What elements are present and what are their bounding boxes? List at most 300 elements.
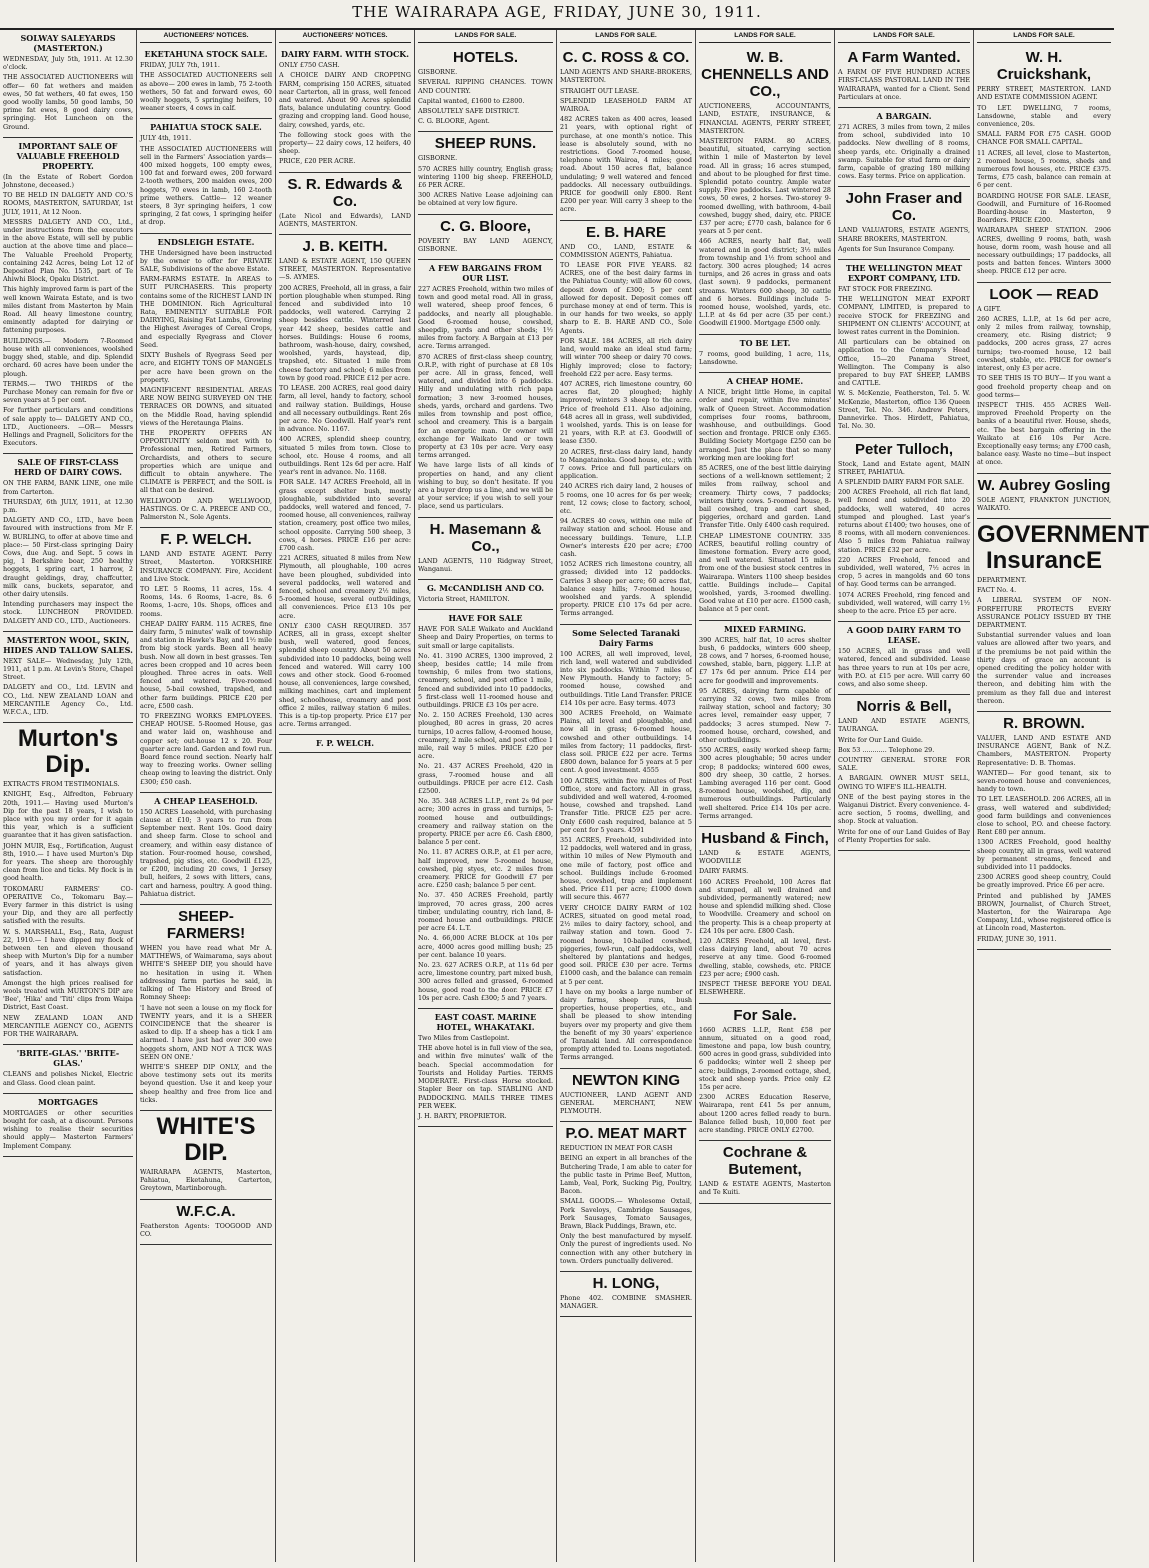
ad-heading: ENDSLEIGH ESTATE. [157, 236, 255, 247]
ad-paragraph: INSPECT THESE BEFORE YOU DEAL ELSEWHERE. [699, 980, 831, 997]
advertisement [3, 1045, 133, 1093]
ad-body [140, 808, 272, 898]
ad-heading: 'BRITE-GLAS.' 'BRITE-GLAS.' [16, 1048, 120, 1069]
column-header: AUCTIONEERS' NOTICES. [279, 30, 411, 43]
ad-heading: W. B. CHENNELLS AND CO., [701, 49, 829, 101]
ad-paragraph: AND CO., LAND, ESTATE & COMMISSION AGENTS, Pahiatua. [560, 242, 692, 259]
ad-paragraph: No. 2. 150 ACRES Freehold, 130 acres ploughed, 80 acres in grass, 20 acres turnips, 10 acres fallow, 4-roomed house, creamery, 2 mile school, and post office 1 mile, rail way 5 miles. PRICE £20 per acre. [418, 711, 553, 761]
ad-paragraph: Printed and published by JAMES BROWN, Journalist, of Church Street, Masterton, for the Wairarapa Age Company, Ltd., whose registered office is at Lincoln road, Masterton. [977, 891, 1111, 933]
ad-paragraph: 227 ACRES Freehold, within two miles of town and good metal road. All in grass, well watered, sheep proof fences, 6 paddocks, and nearly all ploughable. Good 6-roomed house, cowshed, sheepdip, yards and other sheds; 1½ miles from factory. A Bargain at £13 per acre. Terms arranged. [418, 285, 553, 351]
advertisement [838, 46, 970, 108]
ad-paragraph: Capital wanted, £1600 to £2800. [418, 96, 525, 105]
ad-heading: GOVERNMENT InsurancE [977, 520, 1149, 574]
ad-paragraph: TO LET. LEASEHOLD. 206 ACRES, all in grass, well watered and subdivided; good farm buildings and conveniences close to school, P.O. and cheese factory. Rent £80 per annum. [977, 795, 1111, 837]
ad-paragraph: 300 ACRES Freehold, on Waimate Plains, all level and ploughable, and now all in grass; 6-roomed house, cowshed and other outbuildings. 14 miles from factory; 11 paddocks, first-class soil. PRICE £22 per acre. Terms £800 down, balance for 5 years at 5 per cent. A good investment. 4555 [560, 709, 692, 775]
ad-paragraph: 2300 ACRES good sheep country, Could be greatly improved. Price £6 per acre. [977, 873, 1111, 890]
ad-paragraph: AUCTIONEER, LAND AGENT AND GENERAL MERCHANT, NEW PLYMOUTH. [560, 1090, 692, 1115]
ad-paragraph: INSPECT THIS. 455 ACRES Well-improved Freehold Property on the banks of a beautiful river. House, sheds, etc. The best bargain offering in the Waikato at £16 10s Per Acre. Exceptionally easy terms; any £700 cash, balance easy. Waste no time—but inspect at once. [977, 400, 1111, 467]
ad-heading: SHEEP RUNS. [434, 135, 537, 153]
ad-paragraph: 150 ACRES, all in grass and well watered, fenced and subdivided. Lease has three years to run at 10s per acre, with P.O. at £15 per acre. Will carry 60 cows, and also some sheep. [838, 647, 970, 688]
ad-paragraph: The following stock goes with the property— 22 dairy cows, 12 heifers, 40 sheep. [279, 130, 411, 156]
ad-paragraph: BEING an expert in all branches of the Butchering Trade, I am able to cater for the public taste in Prime Beef, Mutton, Lamb, Veal, Pork, Sucking Pig, Poultry, Bacon. [560, 1154, 692, 1196]
ad-body [3, 55, 133, 131]
column-7 [835, 30, 974, 1562]
advertisement [279, 46, 411, 172]
ad-paragraph: C. G. BLOORE, Agent. [418, 117, 490, 126]
ad-heading: C. G. Bloore, [440, 217, 531, 235]
ad-heading: HAVE FOR SALE [448, 613, 523, 624]
ad-body [699, 102, 831, 327]
ad-paragraph: POVERTY BAY LAND AGENCY, GISBORNE. [418, 236, 553, 253]
ad-paragraph: TO SEE THIS IS TO BUY— If you want a good freehold property cheap and on good terms— [977, 374, 1111, 399]
ad-paragraph: 240 ACRES rich dairy land, 2 houses of 5 rooms, one 10 acres for 6s per week; rent, 12 cows; close to factory, school, etc. [560, 482, 692, 515]
ad-heading: W. H. Cruickshank, [996, 49, 1092, 84]
ad-paragraph: 260 ACRES, L.I.P., at 1s 6d per acre, only 2 miles from railway, township, creamery, etc. Rising district; 9 paddocks, 200 acres grass, 27 acres turnips; two-roomed house, 12 bail cowshed, stable, etc. PRICE for owner's interest, only £3 per acre. [977, 314, 1111, 373]
ad-paragraph: ABSOLUTELY SAFE DISTRICT. [418, 107, 520, 116]
ad-paragraph: MESSRS DALGETY AND CO., Ltd., under instructions from the executors in the above Estate, will sell by public auction at the above time and place— The Valuable Freehold Property, containing 242 Acres, being Lot 12 of Deposited Plan No. 1535, part of Te Ahiwhi Block, Opaku District. [3, 217, 133, 284]
advertisement [418, 518, 553, 580]
ad-paragraph: 407 ACRES, rich limestone country, 60 acres flat, 20 ploughed; highly improved; winters 3 sheep to the acre. Price of freehold £11. Also adjoining, 648 acres all in grass, well subdivided, 1 woolshed, yards. This is on lease for 21 years, with R.P. at £3. Goodwill of lease £350. [560, 379, 692, 446]
ad-paragraph: FRIDAY, JULY 7th, 1911. [140, 61, 220, 70]
ad-heading: J. B. KEITH. [302, 238, 388, 256]
column-4 [415, 30, 557, 1562]
ad-body [560, 68, 692, 213]
ad-paragraph: JOHN MUIR, Esq., Fortification, August 8th, 1910.— I have used Murton's Dip for years. The sheep are thoroughly clean from lice and ticks. My flock is in good health. [3, 841, 133, 883]
ad-body [3, 173, 133, 448]
advertisement [140, 905, 272, 1111]
ad-body [838, 68, 970, 101]
ad-paragraph: 95 ACRES, dairying farm capable of carrying 32 cows, two miles from railway station, school and factory; 30 acres level, remainder easy upper, 7 paddocks; 3 acres stumped. New 7-roomed house, orchard, cowshed, and other outbuildings. [699, 686, 831, 745]
ad-paragraph: 390 ACRES, half flat, 10 acres shelter bush, 6 paddocks, winters 600 sheep, 28 cows, and 7 horses, 6-roomed house, cowshed, stable, barn, piggery. L.I.P. at £7 17s 6d per annum. Price £14 per acre for goodwill and improvements. [699, 635, 831, 685]
ad-paragraph: 482 ACRES taken as 400 acres, leased 21 years, with optional right of purchase, at one month's notice. This lease is absolutely sound, with no restrictions. Good 7-roomed house, telephone with Wairoa, 4 miles; good road. About 150 acres flat, balance undulating; 9 well watered and fenced paddocks. All necessary outbuildings. PRICE for goodwill only £800. Rent £200 per year. Will carry 3 sheep to the acre. [560, 115, 692, 214]
advertisement [560, 1272, 692, 1317]
ad-paragraph: 200 ACRES Freehold, all rich flat land, well fenced and subdivided into 20 paddocks, well watered, 40 acres stumped and ploughed. Last year's returns about £1400; two houses, one of 8 rooms, with all modern conveniences. Also 5 miles from Pahiatua railway station. PRICE £32 per acre. [838, 488, 970, 554]
advertisement [560, 221, 692, 625]
ad-body [560, 1091, 692, 1116]
ad-body [560, 650, 692, 1062]
ad-heading: HOTELS. [452, 49, 518, 67]
ad-heading: Murton's Dip. [17, 725, 119, 779]
ad-paragraph: SEVERAL RIPPING CHANCES. TOWN AND COUNTRY. [418, 78, 553, 95]
ad-paragraph: 351 ACRES, Freehold, subdivided into 12 paddocks, well watered and in grass, within 10 miles of New Plymouth and one mile of factory, post office and school. Buildings include 6-roomed house, cowshed, trap and implement shed. Price £11 per acre; £1000 down will secure this. 4677 [560, 836, 692, 902]
ad-paragraph: AUCTIONEERS, ACCOUNTANTS, LAND, ESTATE, INSURANCE, & FINANCIAL AGENTS, PERRY STREET, MASTERTON. [699, 102, 831, 135]
ad-paragraph: DALGETY and CO., Ltd. LEVIN and CO., Ltd. NEW ZEALAND LOAN and MERCANTILE Agency Co., Ltd. W.F.C.A., LTD. [3, 683, 133, 716]
advertisement [699, 1004, 831, 1142]
advertisement [140, 46, 272, 119]
advertisement [418, 610, 553, 1009]
ad-paragraph: BUILDINGS.— Modern 7-Roomed house with all conveniences, woolshed buggy shed, stable, and dip. Splendid orchard. 60 acres have been under the plough. [3, 336, 133, 378]
ad-heading: Peter Tulloch, [854, 440, 954, 458]
advertisement [560, 46, 692, 220]
advertisement [279, 173, 411, 235]
ad-body [699, 388, 831, 613]
ad-heading: A BARGAIN. [876, 111, 932, 122]
ad-paragraph: 1052 ACRES rich limestone country, all grassed; divided into 12 paddocks. Carries 3 sheep per acre; 60 acres flat, balance easy hills; 7-roomed house, woolshed and yards. A splendid property. PRICE £10 17s 6d per acre. Terms arranged. [560, 560, 692, 618]
ad-paragraph: PRICE, £20 PER ACRE. [279, 157, 356, 166]
ad-paragraph: TERMS.— TWO THIRDS of the Purchase Money can remain for five or seven years at 5 per cent. [3, 379, 133, 405]
ad-paragraph: 400 ACRES, splendid sheep country, situated 5 miles from town. Close to school, etc. House 4 rooms, and all outbuildings. Rent 12s 6d per acre. Half year's rent in advance. No. 1168. [279, 435, 411, 477]
column-6 [696, 30, 835, 1562]
ad-paragraph: Substantial surrender values and loan values are allowed after two years, and if the premiums be not paid within the thirty days of grace an account is opened crediting the policy holder with the surrender value and increases thereon, and debiting him with the premium as they fall due and interest thereon. [977, 631, 1111, 705]
ad-heading: A FEW BARGAINS FROM OUR LIST. [429, 263, 542, 284]
ad-body [560, 243, 692, 618]
ad-heading: A CHEAP LEASEHOLD. [154, 795, 258, 806]
advertisement [140, 1111, 272, 1200]
ad-paragraph: For further particulars and conditions of sale apply to— DALGETY AND CO., LTD., Auctioneers. —OR— Messrs Hellings and Pragnell, Solicitors for the Executors. [3, 406, 133, 448]
ad-paragraph: GISBORNE. [418, 154, 458, 163]
ad-paragraph: (In the Estate of Robert Gordon Johnstone, deceased.) [3, 172, 133, 190]
advertisement [279, 235, 411, 735]
ad-body [418, 1034, 553, 1120]
advertisement [418, 1009, 553, 1127]
advertisement [140, 793, 272, 905]
ad-paragraph: WEDNESDAY, July 5th, 1911. At 12.30 o'clock. [3, 55, 133, 72]
ad-paragraph: SPLENDID LEASEHOLD FARM AT WAIROA. [560, 96, 692, 114]
ad-body [699, 1180, 831, 1196]
ad-heading: H. Masemann & Co., [429, 520, 542, 555]
ad-paragraph: We have large lists of all kinds of properties on hand, and any client wishing to buy, so don't hesitate. If you are a buyer drop us a line, and we will be at your service; if you wish to sell your place, send us particulars. [418, 461, 553, 511]
ad-paragraph: LAND AND ESTATE AGENT. Perry Street, Masterton. YORKSHIRE INSURANCE COMPANY. Fire, Accident and Live Stock. [140, 550, 272, 583]
ad-body [699, 636, 831, 820]
ad-paragraph: THURSDAY, 6th JULY, 1911, at 12.30 p.m. [3, 497, 133, 514]
ad-paragraph: 221 ACRES, situated 8 miles from New Plymouth, all ploughable, 100 acres have been ploughed, subdivided into several paddocks, well watered and fenced, school and creamery 2½ miles, 5-roomed house, several outbuildings, all conveniences. Price £13 10s per acre. [279, 554, 411, 620]
ad-paragraph: MASTERTON FARM. 80 ACRES, beautiful, situated, carrying section within 1 mile of Masterton by level road. All in grass; 16 acres stumped, and about to be ploughed for first time. Splendid potato country. Ample water supply. Five paddocks. Last wintered 28 cows, 50 ewes, 2 horses. Two-storey 9-roomed dwelling, with bathroom, 4-bail cowshed, buggy shed, dairy, etc. PRICE £37 per acre; £770 cash, balance for 6 years at 5 per cent. [699, 137, 831, 236]
ad-body [977, 734, 1111, 943]
advertisement [977, 46, 1111, 282]
ad-paragraph: DALGETY AND CO., LTD., have been favoured with instructions from Mr F. W. BURLING, to offer at above time and place:— 50 First-class springing Dairy Cows, due Aug. and Sept. 5 cows in pig, 1 Berkshire boar, 250 healthy hoggets, 1 spring cart, 1 harrow, 2 draught geldings, dray, chaffcutter, milk cans, buckets, separator, and other dairy utensils. [3, 516, 133, 598]
ad-heading: SHEEP-FARMERS! [166, 908, 246, 943]
ad-body [838, 717, 970, 844]
advertisement [699, 373, 831, 620]
ad-body [560, 1294, 692, 1310]
ad-paragraph: PERRY STREET, MASTERTON. LAND AND ESTATE COMMISSION AGENT. [977, 85, 1111, 102]
ad-paragraph: LAND & ESTATE AGENTS, Masterton and Te Kuiti. [699, 1180, 831, 1197]
ad-paragraph: A SPLENDID DAIRY FARM FOR SALE. [838, 477, 965, 486]
ad-paragraph: LAND AGENTS AND SHARE-BROKERS, MASTERTON. [560, 68, 692, 85]
advertisement [140, 528, 272, 793]
ad-paragraph: No. 11. 87 ACRES O.R.P., at £1 per acre, half improved, new 5-roomed house, cowshed, pig styes, etc. 2 miles from creamery. PRICE for Goodwill £7 per acre. £250 cash; balance 5 per cent. [418, 848, 553, 890]
ad-heading: F. P. WELCH. [315, 738, 375, 749]
ad-heading: MASTERTON WOOL, SKIN, HIDES AND TALLOW SALES. [3, 634, 133, 655]
ad-heading: S. R. Edwards & Co. [287, 175, 403, 210]
advertisement [560, 1069, 692, 1123]
ad-paragraph: A CHOICE DAIRY AND CROPPING FARM, comprising 150 ACRES, situated near Carterton, all in grass, well fenced and watered. About 90 Acres splendid flats, balance undulating country. Good grazing and cropping land. Good house, dairy, cowshed, yards, etc. [279, 71, 411, 129]
advertisement [560, 625, 692, 1069]
ad-body [418, 154, 553, 207]
ad-paragraph: Write for one of our Land Guides of Bay of Plenty Properties for sale. [838, 827, 970, 844]
ad-heading: Cochrane & Butement, [722, 1144, 808, 1179]
ad-paragraph: 1074 ACRES Freehold, ring fenced and subdivided, well watered, will carry 1½ sheep to the acre. Price £5 per acre. [838, 590, 970, 615]
ad-paragraph: WELLWOOD AND WELLWOOD, HASTINGS. Or C. A. PREECE AND CO., Palmerston N., Sole Agents. [140, 496, 272, 521]
ad-heading: MIXED FARMING. [724, 623, 806, 634]
advertisement [418, 46, 553, 132]
ad-paragraph: Two Miles from Castlepoint. [418, 1034, 510, 1043]
ad-body [279, 257, 411, 728]
ad-body [3, 780, 133, 1038]
ad-body [3, 479, 133, 624]
ad-paragraph: Phone 402. COMBINE SMASHER. MANAGER. [560, 1294, 692, 1311]
column-1 [0, 30, 137, 1562]
ad-body [140, 134, 272, 226]
ad-paragraph: LAND VALUATORS, ESTATE AGENTS, SHARE BROKERS, MASTERTON. [838, 226, 970, 243]
ad-paragraph: (Late Nicol and Edwards), LAND AGENTS, MASTERTON. [279, 211, 411, 228]
column-8 [974, 30, 1149, 1562]
ad-paragraph: Amongst the high prices realised for wools treated with MURTON'S DIP are 'Bee', 'Hika' and 'Titi' clips from Waipa District, East Coast. [3, 978, 133, 1012]
ad-paragraph: TO BE HELD IN DALGETY AND CO.'S ROOMS, MASTERTON, SATURDAY, 1st JULY, 1911, At 12 Noon. [3, 191, 133, 216]
advertisement [699, 621, 831, 827]
ad-paragraph: GISBORNE. [418, 68, 458, 77]
ad-paragraph: THE ASSOCIATED AUCTIONEERS will offer— 60 fat wethers and maiden ewes, 50 fat wethers, 40 fat ewes, 150 good woolly lambs, 50 good lambs, 50 prime fat ewes, 8 good dairy cows, springing. Hot Luncheon on the Ground. [3, 73, 133, 131]
ad-body [140, 944, 272, 1104]
ad-paragraph: No. 41. 3190 ACRES, 1300 improved, 2 sheep, besides cattle; 14 mile from township, 6 miles from two stations, creamery, school, and post office 1 mile, fenced and subdivided into 10 paddocks, 5 first-class well 11-roomed house and outbuildings. PRICE £3 10s per acre. [418, 651, 553, 709]
ad-paragraph: A NICE, bright little Home, in capital order and repair, within five minutes' walk of Queen Street. Accommodation comprises four rooms, bathroom, washhouse, and outbuildings. Good section and frontage. PRICE only £365. Building Society Mortgage £250 can be arranged. Just the place that so many working men are looking for! [699, 388, 831, 462]
ad-paragraph: 100 ACRES, within five minutes of Post Office, store and factory. All in grass, subdivided and well watered, 4-roomed house, cowshed and trapshed. Land Transfer Title. PRICE £25 per acre. Only £600 cash required, balance at 5 per cent for 5 years. 4591 [560, 776, 692, 834]
advertisement [418, 260, 553, 517]
ad-paragraph: THE ASSOCIATED AUCTIONEERS sell as above— 200 ewes in lamb, 75 2-tooth wethers, 50 fat and forward ewes, 60 woolly hoggets, 5 springing heifers, 10 weaner steers, 4 cows in calf. [140, 71, 272, 113]
ad-paragraph: 120 ACRES Freehold, all level, first-class dairying land, about 70 acres reserve at any time. Good 6-roomed dwelling, stable, cowsheds, etc. PRICE £23 per acre; £900 cash. [699, 937, 831, 978]
ad-heading: EKETAHUNA STOCK SALE. [144, 49, 268, 60]
ad-paragraph: FARM-FARMS ESTATE. In AREAS to SUIT PURCHASERS. This property contains some of the RICHEST LAND IN THE DOMINION. Rich Agricultural Rata, EMINENTLY SUITABLE FOR DAIRYING, Raising Fat Lambs, Growing the Highest Averages of Cereal Crops, and especially Ryegrass and Clover Seed. [140, 275, 272, 349]
ad-paragraph: FACT No. 4. [977, 586, 1017, 595]
ad-paragraph: A LIBERAL SYSTEM OF NON-FORFEITURE PROTECTS EVERY ASSURANCE POLICY ISSUED BY THE DEPARTMENT. [977, 596, 1111, 629]
ad-paragraph: EXTRACTS FROM TESTIMONIALS. [3, 780, 120, 789]
ad-paragraph: 1300 ACRES Freehold, good healthy sheep country, all in grass, well watered by permanent streams, fenced and subdivided into 11 paddocks. [977, 838, 1111, 872]
ad-paragraph: This highly improved farm is part of the well known Wairata Estate, and is two miles distant from Masterton by Main Road. All heavy limestone country, eminently adapted for dairying or fattening purposes. [3, 285, 133, 335]
ad-paragraph: I have on my books a large number of dairy farms, sheep runs, bush properties, house properties, etc., and shall be pleased to show intending buyers over my property and give them the benefit of my 30 years' experience of Taranaki land. All correspondence promptly attended to. Loans negotiated. Terms arranged. [560, 987, 692, 1062]
ad-paragraph: 20 ACRES, first-class dairy land, handy to Mangatainoka. Good house, etc.; with 7 cows. Price and full particulars on application. [560, 447, 692, 481]
ad-heading: W.F.C.A. [176, 1202, 236, 1220]
ad-paragraph: NEXT SALE— Wednesday, July 12th, 1911, at 1 p.m. At Levin's Store, Chapel Street. [3, 656, 133, 682]
ad-paragraph: No. 23. 627 ACRES O.R.P., at 11s 6d per acre, limestone country, part mixed bush, 300 acres felled and grassed, 6-roomed house, good road to the door. PRICE £7 10s per acre. Cash £300; 5 and 7 years. [418, 961, 553, 1002]
ad-paragraph: 100 ACRES, all well improved, level, rich land, well watered and subdivided into six paddocks. Within 7 miles of New Plymouth. Handy to factory; 5-roomed house, cowshed and outbuildings. Title Land Transfer. PRICE £14 10s per acre. Easy terms. 4073 [560, 649, 692, 707]
ad-paragraph: TO LEASE FOR FIVE YEARS. 82 ACRES, one of the best dairy farms in the Pahiatua County; will allow 60 cows, deposit down of £300; 5 per cent allowed for deposit. Deposit comes off purchase money at end of term. This is in our hands for two weeks, so apply sharp to E. B. HARE AND CO., Sole Agents. [560, 261, 692, 335]
ad-paragraph: Only the best manufactured by myself. Only the purest of ingredients used. No connection with any other butchery in town. Orders punctually delivered. [560, 1232, 692, 1265]
ad-body [140, 249, 272, 522]
ad-body [140, 1168, 272, 1193]
ad-heading: SALE OF FIRST-CLASS HERD OF DAIRY COWS. [14, 457, 122, 478]
ad-heading: R. BROWN. [1003, 714, 1085, 732]
advertisement [838, 187, 970, 260]
ad-paragraph: JULY 4th, 1911. [140, 134, 192, 143]
ad-paragraph: 'I have not seen a louse on my flock for TWENTY years, and it is a SHEER COINCIDENCE that the shearer is asked to dip. If a sheep has a tick I am alarmed. I have just had over 300 ewe hoggets shorn, AND NOT A TICK WAS SEEN ON ONE.' [140, 1003, 272, 1061]
ad-paragraph: W. S. MARSHALL, Esq., Rata, August 22, 1910.— I have dipped my flock of between ten and eleven thousand sheep with Murton's Dip for a number of years, and it has always given satisfaction. [3, 927, 133, 977]
ad-body [699, 350, 831, 366]
ad-paragraph: ONLY £750 CASH. [279, 61, 340, 70]
advertisement [418, 132, 553, 214]
ad-paragraph: CHEAP DAIRY FARM. 115 ACRES, fine dairy farm, 5 minutes' walk of township and station in Hawke's Bay, and 1½ mile from big stock yards. Been all heavy bush. Now all down in best grasses. Ten acres been cropped and 10 acres been ploughed. Three acres in oats. Well fenced and watered. Five-roomed house, 5-bail cowshed, trapshed, and other farm buildings. PRICE £20 per acre, £500 cash. [140, 619, 272, 710]
ad-paragraph: MORTGAGES or other securities bought for cash, at a discount. Persons wishing to realise their securities should apply— Masterton Farmers' Implement Company. [3, 1108, 133, 1150]
ad-paragraph: LAND & ESTATE AGENTS, WOODVILLE [699, 849, 831, 866]
ad-paragraph: STRAIGHT OUT LEASE. [560, 86, 640, 95]
ad-paragraph: 870 ACRES of first-class sheep country, O.R.P., with right of purchase at £8 10s per acre. All in grass, fenced, well watered, and divided into 6 paddocks. Hilly and undulating with rich papa formation; 3 new 3-roomed houses, sheds, yards, orchard and gardens. Two miles from township and post office, school and creamery. This is a bargain for an energetic man. Or owner will exchange for Waikato land or town property at £3 10s per acre. Very easy terms arranged. [418, 352, 553, 460]
ad-paragraph: All particulars can be obtained on application to the Company's Head Office, 15—20 Panama Street, Wellington. The Company is also prepared to buy FAT SHEEP, LAMBS and CATTLE. [838, 338, 970, 388]
ad-paragraph: VERY CHOICE DAIRY FARM of 102 ACRES, situated on good metal road, 2½ miles to dairy factory, school, and railway station and town. Good 7-roomed house, 10-bailed cowshed, piggeries, fowl-run, calf paddocks, well sheltered by plantations and hedges, good soil. PRICE £30 per acre. Terms £1000 cash, and the balance can remain at 5 per cent. [560, 903, 692, 986]
ad-paragraph: SMALL FARM FOR £75 CASH. GOOD CHANCE FOR SMALL CAPITAL. [977, 130, 1111, 147]
ad-heading: A Farm Wanted. [847, 49, 961, 67]
ad-paragraph: LAND AGENTS, 110 Ridgway Street, Wanganui. [418, 556, 553, 573]
ad-paragraph: 1660 ACRES L.I.P., Rent £58 per annum, situated on a good road, limestone and papa, low bush country, 600 acres in good grass, subdivided into 6 paddocks; winter well 2 sheep per acre; buildings, 2-roomed cottage, shed, stock and sheep yards. Price only £2 15s per acre. [699, 1025, 831, 1091]
advertisement [699, 46, 831, 334]
ad-heading: E. B. HARE [585, 223, 666, 241]
columns-container [0, 30, 1149, 1568]
ad-body [279, 212, 411, 228]
ad-body [418, 557, 553, 573]
ad-paragraph: TOKOMARU FARMERS' CO-OPERATIVE Co., Tokomaru Bay.— Every farmer in this district is using your Dip, and they are all perfectly satisfied with the results. [3, 884, 133, 926]
ad-body [140, 1222, 272, 1238]
advertisement [838, 438, 970, 623]
ad-paragraph: 150 ACRES Leasehold, with purchasing clause at £10; 3 years to run from September next. Rent 10s. Good dairy and sheep farm. Close to school and creamery, and within easy distance of station. Four-roomed house, cowshed, trapshed, pig sties, etc. Goodwill £125, or £200, including 20 cows, 1 Jersey bull, heifers, 2 sows with litters, cans, cart and harness, poultry. A good thing. Pahiatua district. [140, 807, 272, 898]
ad-body [838, 285, 970, 430]
ad-paragraph: SMALL GOODS.— Wholesome Oxtail, Pork Saveloys, Cambridge Sausages, Pork Sausages, Tomato Sausages, Brawn, Black Puddings, Brawn, etc. [560, 1197, 692, 1230]
ad-body [279, 61, 411, 165]
ad-body [838, 460, 970, 616]
ad-heading: Norris & Bell, [856, 698, 952, 716]
ad-heading: C. C. ROSS & CO. [562, 49, 690, 67]
ad-paragraph: W. S. McKenzie, Featherston, Tel. 5. W. McKenzie, Masterton, office 136 Queen Street, Tel. No. 346. Andrew Peters, Dannevirke. Thos. Hirdett, Pahiatua, Tel. No. 30. [838, 389, 970, 431]
ad-paragraph: Stock, Land and Estate agent, MAIN STREET, PAHIATUA. [838, 459, 970, 476]
ad-paragraph: THE WELLINGTON MEAT EXPORT COMPANY, LIMITED, is prepared to receive STOCK for FREEZING and SHIPMENT ON CLIENTS' ACCOUNT, at lowest rates current in the Dominion. [838, 295, 970, 337]
masthead: THE WAIRARAPA AGE, FRIDAY, JUNE 30, 1911. [0, 0, 1114, 30]
advertisement [3, 632, 133, 723]
ad-heading: THE WELLINGTON MEAT EXPORT COMPANY, LTD. [845, 263, 963, 284]
ad-heading: NEWTON KING [571, 1071, 681, 1089]
advertisement [279, 735, 411, 753]
ad-paragraph: WHEN you have read what Mr A. MATTHEWS, of Waimarama, says about WHITE'S SHEEP DIP, you should have no hesitation in using it. When addressing farm parties he said, in talking of The History and Breed of Romney Sheep: [140, 944, 272, 1002]
ad-paragraph: THE above hotel is in full view of the sea, and within five minutes' walk of the beach. Special accommodation for Tourists and Holiday Parties. TERMS MODERATE. First-class Horse stocked. Stapler Beer on tap. STABLING AND PADDOCKING. MAILS THREE TIMES PER WEEK. [418, 1044, 553, 1110]
ad-paragraph: CLEANS and polishes Nickel, Electric and Glass. Good clean paint. [3, 1070, 133, 1087]
ad-paragraph: NEW ZEALAND LOAN AND MERCANTILE AGENCY CO., AGENTS FOR THE WAIRARAPA. [3, 1013, 133, 1039]
ad-paragraph: 2300 ACRES Education Reserve, Wairarapa, rent £41 5s per annum, about 1200 acres felled ready to burn. Balance felled bush, 10,000 feet per acre standing. PRICE ONLY £2700. [699, 1093, 831, 1134]
advertisement [838, 260, 970, 437]
ad-heading: WHITE'S DIP. [156, 1112, 256, 1166]
column-header: AUCTIONEERS' NOTICES. [140, 30, 272, 43]
ad-heading: PAHIATUA STOCK SALE. [150, 122, 262, 133]
ad-body [418, 68, 553, 125]
ad-body [699, 849, 831, 996]
ad-body [418, 237, 553, 253]
ad-paragraph: Box 53 ............ Telephone 29. [838, 745, 935, 754]
ad-paragraph: 550 ACRES, easily worked sheep farm; 300 acres ploughable; 50 acres under crop; 8 paddocks; wintered 600 ewes, 800 dry sheep, 30 cattle, 2 horses. Lambing averaged 116 per cent. Good 8-roomed house, woolshed, dip, and numerous outbuildings. Particularly well sheltered. Price £14 10s per acre. Terms arranged. [699, 746, 831, 820]
advertisement [3, 723, 133, 1045]
ad-paragraph: A GIFT. [977, 304, 1002, 313]
ad-paragraph: No. 4. 66,000 ACRE BLOCK at 10s per acre, 4000 acres good milling bush; 25 per cent. balance 10 years. [418, 934, 553, 959]
ad-paragraph: KNIGHT, Esq., Alfredton, February 20th, 1911.— Having used Murton's Dip for the past 18 years, I wish to place with you my order for it again this year, which is a sufficient guarantee that it has given satisfaction. [3, 790, 133, 840]
ad-paragraph: 570 ACRES hilly country, English grass; wintering 1100 big sheep. FREEHOLD, £6 PER ACRE. [418, 164, 553, 190]
ad-paragraph: 85 ACRES, one of the best little dairying sections of a well-known settlement; 2 miles from railway, school and creamery. Thirty cows, 7 paddocks; winters thirty cows. 5-roomed house, 8-bail cowshed, trap and cart shed, piggeries, orchard and garden. Land Transfer Title. Only £400 cash required. [699, 463, 831, 530]
ad-paragraph: FOR SALE. 184 ACRES, all rich dairy land, would make an ideal stud farm; will winter 700 sheep or dairy 70 cows. Highly improved; close to factory; freehold £22 per acre. Easy terms. [560, 336, 692, 378]
advertisement [699, 1141, 831, 1203]
column-5 [557, 30, 696, 1562]
ad-heading: F. P. WELCH. [160, 531, 252, 549]
ad-paragraph: Intending purchasers may inspect the stock. LUNCHEON PROVIDED. DALGETY AND CO., LTD., Auctioneers. [3, 600, 133, 625]
ad-body [977, 496, 1111, 512]
ad-paragraph: TO LEASE. 200 ACRES, real good dairy farm, all level, handy to factory, school and railway station. Buildings, House and all necessary outbuildings. Rent 26s per acre. No Goodwill. Half year's rent in advance. No. 1167. [279, 384, 411, 434]
ad-body [977, 576, 1111, 705]
ad-paragraph: 11 ACRES, all level, close to Masterton, 2 roomed house, 5 rooms, sheds and numerous fowl houses, etc. PRICE £375. Terms, £75 cash, balance can remain at 6 per cent. [977, 148, 1111, 190]
ad-paragraph: ON THE FARM, BANK LINE, one mile from Carterton. [3, 479, 133, 496]
ad-paragraph: WANTED— For good tenant, six to seven-roomed house and conveniences, handy to town. [977, 768, 1111, 794]
ad-body [977, 305, 1111, 467]
ad-body [418, 625, 553, 1002]
ad-paragraph: 466 ACRES, nearly half flat, well watered and in good district; 3½ miles from township and 1½ from school and factory. 300 acres ploughed; 14 acres turnips, and 26 acres in grass and oats (last sown). 9 paddocks, permanent streams. Winters 600 sheep, 30 cattle and 6 horses. Buildings include 5-roomed house, woolshed, yards, etc. L.I.P. at 4s 6d per acre (35 per cent.) Goodwill £1900. Mortgage £500 only. [699, 237, 831, 328]
ad-paragraph: LAND & ESTATE AGENT, 150 QUEEN STREET, MASTERTON. Representative—S. AYMES. [279, 257, 411, 282]
ad-heading: H. LONG, [592, 1275, 660, 1292]
advertisement [140, 234, 272, 529]
column-header: LANDS FOR SALE. [699, 30, 831, 43]
ad-paragraph: WAIRARAPA AGENTS, Masterton, Pahiatua, Eketahuna, Carterton, Greytown, Martinborough. [140, 1167, 272, 1193]
ad-paragraph: 300 ACRES Native Lease adjoining can be obtained at very low figure. [418, 191, 553, 208]
ad-paragraph: Agents for Sun Insurance Company. [838, 244, 955, 253]
ad-paragraph: THE ASSOCIATED AUCTIONEERS will sell in the Farmers' Association yards— 400 mixed hoggets, 100 empty ewes, 100 fat and forward ewes, 200 forward 2-tooth wethers, 200 maiden ewes, 200 hoggets, 70 ewes in lamb, 160 2-tooth prime wethers. Cattle— 12 weaner steers, 8 3yr springing heifers, 1 cow springing, 2 fat cows, 1 springing heifer at drop. [140, 144, 272, 227]
advertisement [418, 580, 553, 610]
ad-body [3, 657, 133, 716]
ad-body [140, 550, 272, 786]
ad-body [3, 1070, 133, 1086]
advertisement [560, 1122, 692, 1272]
ad-body [418, 285, 553, 510]
advertisement [977, 519, 1149, 712]
ad-paragraph: SOLE AGENT, FRANKTON JUNCTION, WAIKATO. [977, 495, 1111, 512]
ad-paragraph: J. H. BARTY, PROPRIETOR. [418, 1111, 507, 1120]
ad-paragraph: FOR SALE. 147 ACRES Freehold, all in grass except shelter bush, mostly ploughable, subdivided into several paddocks, well watered and fenced, 7-roomed house, all conveniences, railway station, creamery, post office two miles, school opposite. Carrying 500 sheep, 3 cows, 4 horses. PRICE £16 per acre: £700 cash. [279, 478, 411, 552]
ad-heading: W. Aubrey Gosling [977, 476, 1111, 494]
advertisement [977, 712, 1111, 950]
ad-paragraph: WHITE'S SHEEP DIP ONLY, and the above testimony sets out its merits beyond question. Use it and keep your sheep healthy and free from lice and ticks. [140, 1062, 272, 1104]
ad-paragraph: 7 rooms, good building, 1 acre, 11s, Lansdowne. [699, 349, 831, 366]
ad-body [418, 595, 553, 603]
column-header: LANDS FOR SALE. [418, 30, 553, 43]
ad-paragraph: No. 37. 450 ACRES Freehold, partly improved, 70 acres grass, 200 acres timber, undulating country, rich land, 8-roomed house and outbuildings. PRICE per acre £4. L.T. [418, 891, 553, 933]
ad-heading: For Sale. [733, 1006, 797, 1024]
column-header: LANDS FOR SALE. [560, 30, 692, 43]
ad-paragraph: THE Undersigned have been instructed by the owner to offer for PRIVATE SALE, Subdivisions of the above Estate. [140, 248, 272, 274]
ad-heading: P.O. MEAT MART [565, 1125, 687, 1143]
ad-heading: MORTGAGES [37, 1096, 99, 1107]
ad-paragraph: COUNTRY GENERAL STORE FOR SALE. [838, 755, 970, 773]
ad-paragraph: THE PROPERTY OFFERS AN OPPORTUNITY seldom met with to Professional men, Retired Farmers, Orchardists, and others to secure properties which are unique and difficult to obtain anywhere. The CLIMATE is PERFECT, and the SOIL is all that can be desired. [140, 428, 272, 495]
ad-paragraph: FAT STOCK FOR FREEZING. [838, 285, 933, 294]
ad-body [838, 123, 970, 180]
ad-body [838, 226, 970, 253]
ad-heading: EAST COAST. MARINE HOTEL, WHAKATAKI. [434, 1012, 537, 1033]
ad-heading: TO BE LET. [739, 337, 791, 348]
ad-body [3, 1109, 133, 1150]
ad-paragraph: A FARM OF FIVE HUNDRED ACRES FIRST-CLASS PASTORAL LAND IN THE WAIRARAPA, wanted for a Client. Send Particulars at once. [838, 68, 970, 101]
ad-paragraph: LAND AND ESTATE AGENTS, TAURANGA. [838, 717, 970, 734]
ad-paragraph: 160 ACRES Freehold, 100 Acres flat and stumped, all well drained and subdivided, permanently watered; new house and splendid milking shed. Close to Woodville. Creamery and school on the property. This is a cheap property at £24 10s per acre. £800 Cash. [699, 877, 831, 935]
advertisement [977, 283, 1111, 474]
ad-paragraph: WAIRARAPA SHEEP STATION. 2906 ACRES, dwelling 9 rooms, bath, wash house, dorm room, wash house and all necessary outbuildings; 17 paddocks, all posts and batten fences. Winters 3000 sheep. PRICE £12 per acre. [977, 226, 1111, 276]
ad-heading: John Fraser and Co. [845, 190, 963, 225]
ad-paragraph: TO LET. DWELLING, 7 rooms, Lansdowne, stable and every convenience, 20s. [977, 103, 1111, 129]
ad-body [140, 61, 272, 112]
ad-body [560, 1144, 692, 1265]
column-header: LANDS FOR SALE. [977, 30, 1111, 43]
ad-paragraph: SIXTY Bushels of Ryegrass Seed per acre, and EIGHTY TONS OF MANGELS per acre have been grown on the property. [140, 351, 272, 384]
ad-paragraph: MAGNIFICENT RESIDENTIAL AREAS ARE NOW BEING SURVEYED ON THE TERRACES OR DOWNS, and situated on the Middle Road, having splendid views of the Heretaunga Plains. [140, 385, 272, 427]
ad-paragraph: TO FREEZING WORKS EMPLOYEES. CHEAP HOUSE. 5-Roomed House, gas and water laid on, washhouse and copper set; out-house 12 x 20. Four quarter acre land. Garden and fowl run. Board fence round section. Nearly half way to freezing works. Owner selling cheap owing to leaving the district. Only £300; £50 cash. [140, 712, 272, 786]
advertisement [418, 215, 553, 260]
ad-paragraph: No. 35. 348 ACRES L.I.P., rent 2s 9d per acre; 300 acres in grass and turnips, 5-roomed house and outbuildings; creamery and railway station on the property. PRICE per acre £6. Cash £800, balance 5 per cent. [418, 797, 553, 847]
ad-paragraph: DEPARTMENT. [977, 575, 1027, 584]
ad-paragraph: 94 ACRES 40 cows, within one mile of railway station and school. House and necessary buildings. Tenure, L.I.P. Owner's interests £20 per acre; £700 cash. [560, 517, 692, 558]
ad-heading: Some Selected Taranaki Dairy Farms [572, 627, 680, 648]
column-3 [276, 30, 415, 1562]
ad-paragraph: 220 ACRES Freehold, fenced and subdivided, well watered, 7½ acres in crop, 5 acres in mangolds and 60 tons of hay. Good terms can be arranged. [838, 555, 970, 589]
ad-paragraph: FRIDAY, JUNE 30, 1911. [977, 934, 1057, 943]
ad-body [838, 647, 970, 688]
advertisement [140, 119, 272, 233]
